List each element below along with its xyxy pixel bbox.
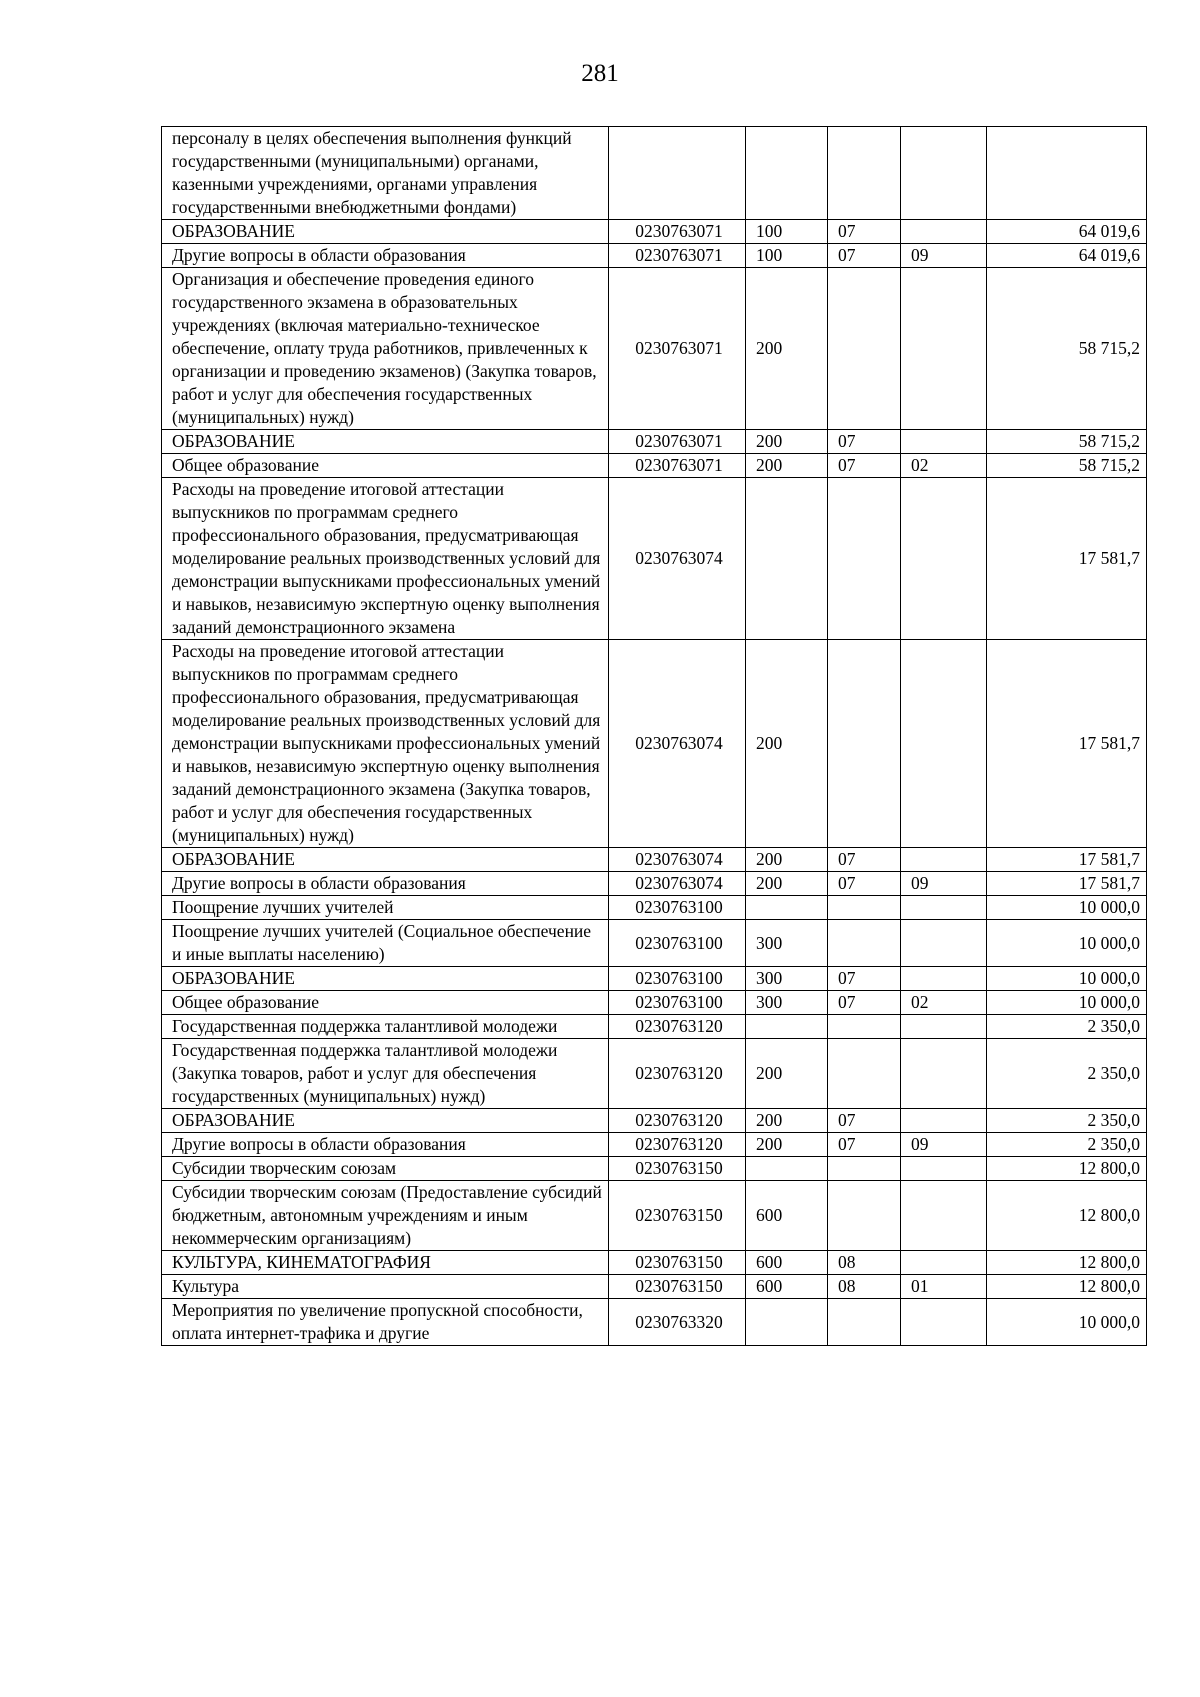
item-name-cell: Поощрение лучших учителей (Социальное обеспечение и иные выплаты населению) xyxy=(162,920,609,967)
amount-cell: 64 019,6 xyxy=(987,220,1147,244)
item-name-cell: Общее образование xyxy=(162,454,609,478)
target-article-code-cell: 0230763071 xyxy=(609,244,746,268)
section-code-cell xyxy=(828,1039,901,1109)
amount-cell: 10 000,0 xyxy=(987,967,1147,991)
section-code-cell: 07 xyxy=(828,991,901,1015)
section-code-cell xyxy=(828,896,901,920)
expense-type-code-cell: 200 xyxy=(746,1039,828,1109)
table-row xyxy=(162,920,1147,967)
table-row xyxy=(162,127,1147,220)
expense-type-code-cell: 200 xyxy=(746,268,828,430)
amount-cell: 10 000,0 xyxy=(987,1299,1147,1346)
amount-cell: 2 350,0 xyxy=(987,1133,1147,1157)
table-row xyxy=(162,478,1147,640)
target-article-code-cell xyxy=(609,127,746,220)
table-row xyxy=(162,1157,1147,1181)
section-code-cell: 07 xyxy=(828,244,901,268)
amount-cell: 12 800,0 xyxy=(987,1181,1147,1251)
table-row xyxy=(162,220,1147,244)
amount-cell: 17 581,7 xyxy=(987,872,1147,896)
subsection-code-cell: 01 xyxy=(901,1275,987,1299)
expense-type-code-cell: 200 xyxy=(746,454,828,478)
expense-type-code-cell xyxy=(746,896,828,920)
table-row xyxy=(162,848,1147,872)
table-row xyxy=(162,1299,1147,1346)
table-row xyxy=(162,430,1147,454)
target-article-code-cell: 0230763071 xyxy=(609,430,746,454)
item-name-cell: КУЛЬТУРА, КИНЕМАТОГРАФИЯ xyxy=(162,1251,609,1275)
target-article-code-cell: 0230763120 xyxy=(609,1039,746,1109)
expense-type-code-cell: 600 xyxy=(746,1181,828,1251)
table-row xyxy=(162,268,1147,430)
subsection-code-cell: 02 xyxy=(901,454,987,478)
amount-cell: 64 019,6 xyxy=(987,244,1147,268)
section-code-cell: 07 xyxy=(828,872,901,896)
table-row xyxy=(162,1109,1147,1133)
item-name-cell: Государственная поддержка талантливой молодежи xyxy=(162,1015,609,1039)
target-article-code-cell: 0230763074 xyxy=(609,872,746,896)
subsection-code-cell xyxy=(901,1251,987,1275)
subsection-code-cell xyxy=(901,896,987,920)
table-row xyxy=(162,244,1147,268)
item-name-cell: Расходы на проведение итоговой аттестации выпускников по программам среднего профессионального образования, предусматривающая моделирование реальных производственных условий для демонстрации выпускниками профессиональных умений и навыков, независимую экспертную оценку выполнения заданий демонстрационного экзамена (Закупка товаров, работ и услуг для обеспечения государственных (муниципальных) нужд) xyxy=(162,640,609,848)
section-code-cell xyxy=(828,1015,901,1039)
amount-cell: 12 800,0 xyxy=(987,1251,1147,1275)
section-code-cell: 08 xyxy=(828,1275,901,1299)
subsection-code-cell: 09 xyxy=(901,872,987,896)
expense-type-code-cell xyxy=(746,1015,828,1039)
item-name-cell: ОБРАЗОВАНИЕ xyxy=(162,1109,609,1133)
expense-type-code-cell: 200 xyxy=(746,872,828,896)
item-name-cell: Другие вопросы в области образования xyxy=(162,1133,609,1157)
expense-type-code-cell: 200 xyxy=(746,1133,828,1157)
table-row xyxy=(162,1039,1147,1109)
expense-type-code-cell: 600 xyxy=(746,1251,828,1275)
item-name-cell: ОБРАЗОВАНИЕ xyxy=(162,967,609,991)
target-article-code-cell: 0230763074 xyxy=(609,478,746,640)
expense-type-code-cell xyxy=(746,1157,828,1181)
expense-type-code-cell: 200 xyxy=(746,640,828,848)
table-row xyxy=(162,1133,1147,1157)
subsection-code-cell xyxy=(901,1039,987,1109)
table-row xyxy=(162,1181,1147,1251)
subsection-code-cell xyxy=(901,478,987,640)
target-article-code-cell: 0230763120 xyxy=(609,1109,746,1133)
item-name-cell: Другие вопросы в области образования xyxy=(162,872,609,896)
item-name-cell: ОБРАЗОВАНИЕ xyxy=(162,430,609,454)
item-name-cell: Общее образование xyxy=(162,991,609,1015)
table-row xyxy=(162,872,1147,896)
item-name-cell: ОБРАЗОВАНИЕ xyxy=(162,848,609,872)
expense-type-code-cell xyxy=(746,1299,828,1346)
table-row xyxy=(162,454,1147,478)
section-code-cell xyxy=(828,1181,901,1251)
target-article-code-cell: 0230763100 xyxy=(609,991,746,1015)
section-code-cell xyxy=(828,127,901,220)
expense-type-code-cell: 100 xyxy=(746,244,828,268)
expense-type-code-cell xyxy=(746,478,828,640)
expense-type-code-cell: 300 xyxy=(746,991,828,1015)
target-article-code-cell: 0230763074 xyxy=(609,640,746,848)
section-code-cell xyxy=(828,1299,901,1346)
subsection-code-cell xyxy=(901,430,987,454)
target-article-code-cell: 0230763074 xyxy=(609,848,746,872)
amount-cell: 12 800,0 xyxy=(987,1157,1147,1181)
table-row xyxy=(162,991,1147,1015)
budget-table xyxy=(161,126,1147,1346)
page-number: 281 xyxy=(581,60,619,87)
table-row xyxy=(162,967,1147,991)
subsection-code-cell xyxy=(901,1157,987,1181)
amount-cell: 2 350,0 xyxy=(987,1109,1147,1133)
table-row xyxy=(162,1015,1147,1039)
expense-type-code-cell: 200 xyxy=(746,848,828,872)
expense-type-code-cell: 600 xyxy=(746,1275,828,1299)
item-name-cell: ОБРАЗОВАНИЕ xyxy=(162,220,609,244)
subsection-code-cell xyxy=(901,640,987,848)
target-article-code-cell: 0230763150 xyxy=(609,1181,746,1251)
section-code-cell xyxy=(828,640,901,848)
section-code-cell: 07 xyxy=(828,454,901,478)
item-name-cell: персоналу в целях обеспечения выполнения функций государственными (муниципальными) органами, казенными учреждениями, органами управления государственными внебюджетными фондами) xyxy=(162,127,609,220)
expense-type-code-cell: 200 xyxy=(746,1109,828,1133)
item-name-cell: Культура xyxy=(162,1275,609,1299)
item-name-cell: Другие вопросы в области образования xyxy=(162,244,609,268)
item-name-cell: Поощрение лучших учителей xyxy=(162,896,609,920)
expense-type-code-cell xyxy=(746,127,828,220)
amount-cell: 10 000,0 xyxy=(987,896,1147,920)
amount-cell xyxy=(987,127,1147,220)
amount-cell: 2 350,0 xyxy=(987,1039,1147,1109)
target-article-code-cell: 0230763071 xyxy=(609,220,746,244)
amount-cell: 17 581,7 xyxy=(987,848,1147,872)
section-code-cell: 07 xyxy=(828,430,901,454)
amount-cell: 58 715,2 xyxy=(987,454,1147,478)
section-code-cell: 07 xyxy=(828,1109,901,1133)
target-article-code-cell: 0230763100 xyxy=(609,920,746,967)
target-article-code-cell: 0230763120 xyxy=(609,1133,746,1157)
table-row xyxy=(162,896,1147,920)
section-code-cell: 07 xyxy=(828,220,901,244)
target-article-code-cell: 0230763320 xyxy=(609,1299,746,1346)
target-article-code-cell: 0230763150 xyxy=(609,1251,746,1275)
item-name-cell: Организация и обеспечение проведения единого государственного экзамена в образовательных учреждениях (включая материально-техническое обеспечение, оплату труда работников, привлеченных к организации и проведению экзаменов) (Закупка товаров, работ и услуг для обеспечения государственных (муниципальных) нужд) xyxy=(162,268,609,430)
section-code-cell xyxy=(828,1157,901,1181)
table-row xyxy=(162,640,1147,848)
subsection-code-cell xyxy=(901,1015,987,1039)
expense-type-code-cell: 300 xyxy=(746,920,828,967)
table-row xyxy=(162,1251,1147,1275)
target-article-code-cell: 0230763150 xyxy=(609,1157,746,1181)
amount-cell: 58 715,2 xyxy=(987,268,1147,430)
target-article-code-cell: 0230763100 xyxy=(609,967,746,991)
item-name-cell: Расходы на проведение итоговой аттестации выпускников по программам среднего профессионального образования, предусматривающая моделирование реальных производственных условий для демонстрации выпускниками профессиональных умений и навыков, независимую экспертную оценку выполнения заданий демонстрационного экзамена xyxy=(162,478,609,640)
budget-table-body xyxy=(162,127,1147,1346)
subsection-code-cell: 02 xyxy=(901,991,987,1015)
subsection-code-cell: 09 xyxy=(901,244,987,268)
section-code-cell: 07 xyxy=(828,1133,901,1157)
section-code-cell: 07 xyxy=(828,848,901,872)
target-article-code-cell: 0230763071 xyxy=(609,268,746,430)
subsection-code-cell xyxy=(901,268,987,430)
expense-type-code-cell: 300 xyxy=(746,967,828,991)
subsection-code-cell xyxy=(901,1109,987,1133)
amount-cell: 10 000,0 xyxy=(987,920,1147,967)
subsection-code-cell: 09 xyxy=(901,1133,987,1157)
amount-cell: 2 350,0 xyxy=(987,1015,1147,1039)
table-row xyxy=(162,1275,1147,1299)
target-article-code-cell: 0230763071 xyxy=(609,454,746,478)
item-name-cell: Субсидии творческим союзам xyxy=(162,1157,609,1181)
target-article-code-cell: 0230763100 xyxy=(609,896,746,920)
amount-cell: 17 581,7 xyxy=(987,478,1147,640)
amount-cell: 58 715,2 xyxy=(987,430,1147,454)
target-article-code-cell: 0230763120 xyxy=(609,1015,746,1039)
section-code-cell xyxy=(828,268,901,430)
subsection-code-cell xyxy=(901,1299,987,1346)
section-code-cell: 08 xyxy=(828,1251,901,1275)
expense-type-code-cell: 200 xyxy=(746,430,828,454)
section-code-cell xyxy=(828,920,901,967)
subsection-code-cell xyxy=(901,967,987,991)
section-code-cell xyxy=(828,478,901,640)
target-article-code-cell: 0230763150 xyxy=(609,1275,746,1299)
item-name-cell: Государственная поддержка талантливой молодежи (Закупка товаров, работ и услуг для обеспечения государственных (муниципальных) нужд) xyxy=(162,1039,609,1109)
item-name-cell: Субсидии творческим союзам (Предоставление субсидий бюджетным, автономным учреждениям и иным некоммерческим организациям) xyxy=(162,1181,609,1251)
item-name-cell: Мероприятия по увеличение пропускной способности, оплата интернет-трафика и другие xyxy=(162,1299,609,1346)
subsection-code-cell xyxy=(901,220,987,244)
amount-cell: 12 800,0 xyxy=(987,1275,1147,1299)
subsection-code-cell xyxy=(901,920,987,967)
subsection-code-cell xyxy=(901,127,987,220)
amount-cell: 10 000,0 xyxy=(987,991,1147,1015)
expense-type-code-cell: 100 xyxy=(746,220,828,244)
amount-cell: 17 581,7 xyxy=(987,640,1147,848)
section-code-cell: 07 xyxy=(828,967,901,991)
subsection-code-cell xyxy=(901,1181,987,1251)
subsection-code-cell xyxy=(901,848,987,872)
